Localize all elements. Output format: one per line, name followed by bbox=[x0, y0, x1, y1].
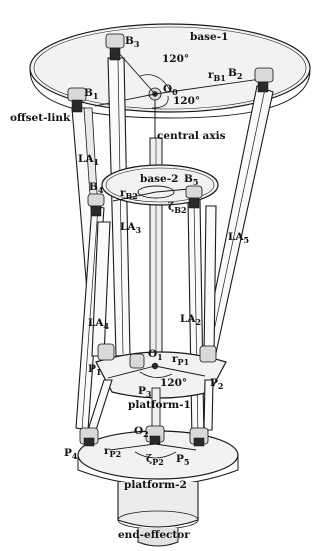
label-zeta-b2: $\zeta_{B2}$ bbox=[168, 201, 187, 215]
label-B2: $B_2$ bbox=[228, 67, 243, 81]
label-O0: $O_0$ bbox=[163, 83, 178, 97]
label-B5: $B_5$ bbox=[184, 173, 199, 187]
label-rP2: $r_{P2}$ bbox=[104, 445, 122, 459]
label-base-2: base-2 bbox=[140, 173, 179, 185]
joint-P4 bbox=[80, 428, 98, 446]
label-P3: $P_3$ bbox=[138, 385, 152, 399]
label-platform-1: platform-1 bbox=[128, 399, 191, 411]
label-rP1: $r_{P1}$ bbox=[172, 353, 190, 367]
actuator-inner-right bbox=[204, 206, 216, 356]
label-P4: $P_4$ bbox=[64, 447, 78, 461]
label-B3: $B_3$ bbox=[125, 35, 140, 49]
label-O1: $O_1$ bbox=[148, 348, 163, 362]
label-P2: $P_2$ bbox=[210, 377, 224, 391]
label-B4: $B_4$ bbox=[89, 181, 104, 195]
label-zeta-p2: $\zeta_{P2}$ bbox=[146, 453, 164, 467]
label-rB1: $r_{B1}$ bbox=[208, 69, 226, 83]
label-end-effector: end-effector bbox=[118, 529, 190, 541]
label-LA4: $LA_4$ bbox=[88, 317, 110, 331]
label-P1: $P_1$ bbox=[88, 363, 102, 377]
label-central-axis: central axis bbox=[157, 130, 226, 142]
label-LA3: $LA_3$ bbox=[120, 221, 142, 235]
label-O2: $O_2$ bbox=[134, 425, 149, 439]
joint-P2 bbox=[200, 346, 216, 362]
label-angle-platform: 120° bbox=[160, 377, 188, 389]
joint-P3 bbox=[130, 354, 144, 368]
label-LA5: $LA_5$ bbox=[228, 231, 250, 245]
base-2-plate bbox=[102, 165, 218, 205]
joint-P1 bbox=[98, 344, 114, 360]
joint-P5 bbox=[190, 428, 208, 446]
joint-O1 bbox=[152, 363, 158, 369]
label-P5: $P_5$ bbox=[176, 453, 190, 467]
label-B1: $B_1$ bbox=[84, 87, 99, 101]
label-base-1: base-1 bbox=[190, 31, 229, 43]
label-angle-top-b: 120° bbox=[173, 95, 201, 107]
label-angle-top-a: 120° bbox=[162, 53, 190, 65]
label-platform-2: platform-2 bbox=[124, 479, 187, 491]
label-LA1: $LA_1$ bbox=[78, 153, 100, 167]
label-offset-link: offset-link bbox=[10, 112, 71, 124]
label-rB2: $r_{B2}$ bbox=[120, 187, 138, 201]
label-LA2: $LA_2$ bbox=[180, 313, 202, 327]
